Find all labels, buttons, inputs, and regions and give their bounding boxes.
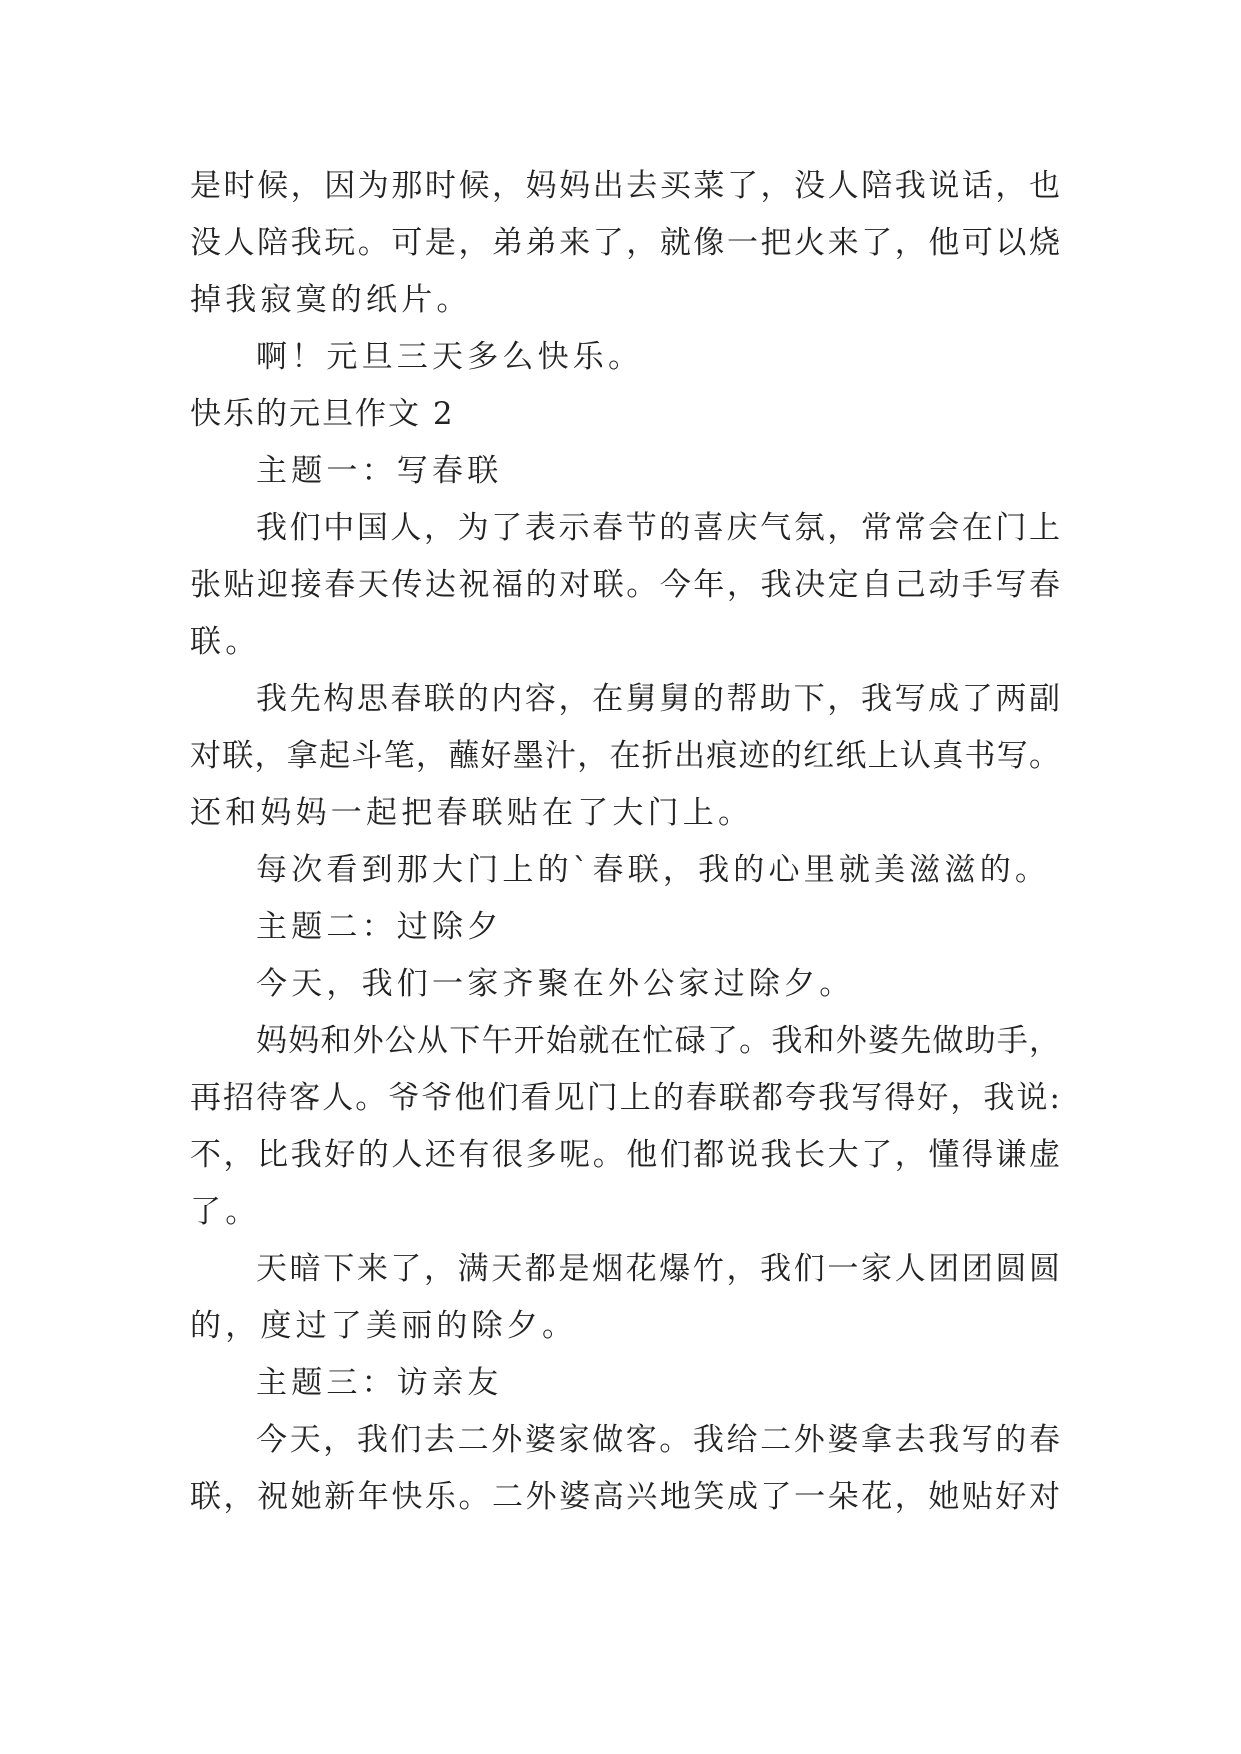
text-line: 联，祝她新年快乐。二外婆高兴地笑成了一朵花，她贴好对	[190, 1479, 1060, 1515]
text-line: 每次看到那大门上的`春联，我的心里就美滋滋的。	[256, 852, 1051, 888]
text-line: 的，度过了美丽的除夕。	[190, 1308, 578, 1344]
text-line: 了。	[190, 1194, 261, 1230]
text-line: 天暗下来了，满天都是烟花爆竹，我们一家人团团圆圆	[256, 1251, 1060, 1287]
theme-heading: 主题三：访亲友	[256, 1365, 503, 1401]
text-line: 再招待客人。爷爷他们看见门上的春联都夸我写得好，我说:	[190, 1080, 1060, 1116]
theme-heading: 主题一：写春联	[256, 453, 503, 489]
text-line: 今天，我们一家齐聚在外公家过除夕。	[256, 966, 855, 1002]
text-line: 掉我寂寞的纸片。	[190, 282, 472, 318]
text-line: 我们中国人，为了表示春节的喜庆气氛，常常会在门上	[256, 510, 1060, 546]
text-line: 今天，我们去二外婆家做客。我给二外婆拿去我写的春	[256, 1422, 1060, 1458]
text-line: 我先构思春联的内容，在舅舅的帮助下，我写成了两副	[256, 681, 1060, 717]
text-line: 啊！元旦三天多么快乐。	[256, 339, 644, 375]
text-line: 是时候，因为那时候，妈妈出去买菜了，没人陪我说话，也	[190, 168, 1060, 204]
theme-heading: 主题二：过除夕	[256, 909, 503, 945]
text-line: 还和妈妈一起把春联贴在了大门上。	[190, 795, 754, 831]
text-line: 对联，拿起斗笔，蘸好墨汁，在折出痕迹的红纸上认真书写。	[190, 738, 1060, 774]
text-line: 联。	[190, 624, 261, 660]
section-title: 快乐的元旦作文 2	[190, 396, 455, 432]
text-line: 不，比我好的人还有很多呢。他们都说我长大了，懂得谦虚	[190, 1137, 1060, 1173]
text-line: 没人陪我玩。可是，弟弟来了，就像一把火来了，他可以烧	[190, 225, 1060, 261]
text-line: 张贴迎接春天传达祝福的对联。今年，我决定自己动手写春	[190, 567, 1060, 603]
text-line: 妈妈和外公从下午开始就在忙碌了。我和外婆先做助手，	[256, 1023, 1060, 1059]
